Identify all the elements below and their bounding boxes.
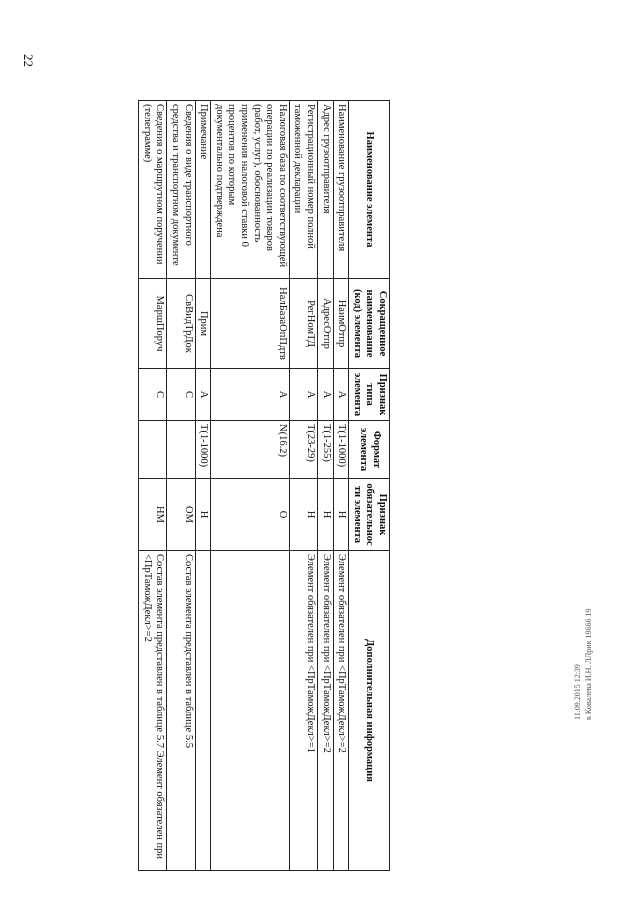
cell-info: Состав элемента представлен в таблице 5.7 Элемент обязателен при <ПрТаможДекл>=2 — [139, 551, 167, 871]
table-row — [167, 101, 195, 871]
cell-info — [211, 551, 290, 871]
cell-required: Н — [333, 479, 349, 551]
signature-stamp — [572, 609, 594, 720]
header-format: Формат элемента — [349, 421, 390, 479]
stamp-signer: к Ковалева И.Н. ЛЛрик 19666 19 — [584, 608, 594, 720]
cell-code: РегНомТД — [289, 279, 317, 369]
cell-name: Примечание — [195, 101, 211, 279]
header-type: Признак типа элемента — [349, 369, 390, 421]
table-row — [139, 101, 167, 871]
cell-name: Наименование грузоотправителя — [333, 101, 349, 279]
cell-format: T(23-29) — [289, 421, 317, 479]
cell-type: А — [211, 369, 290, 421]
cell-info — [195, 551, 211, 871]
elements-table — [138, 100, 390, 871]
cell-info: Элемент обязателен при <ПрТаможДекл>=2 — [318, 551, 334, 871]
cell-code: СвВидТрДок — [167, 279, 195, 369]
cell-required: Н — [318, 479, 334, 551]
cell-format — [139, 421, 167, 479]
cell-required: Н — [289, 479, 317, 551]
table-wrapper — [124, 100, 390, 870]
cell-code: АдресОтпр — [318, 279, 334, 369]
cell-code: МаршПоруч — [139, 279, 167, 369]
cell-name: Адрес грузоотправителя — [318, 101, 334, 279]
cell-type: А — [333, 369, 349, 421]
cell-name: Сведения о маршрутном поручении (телеграмме) — [139, 101, 167, 279]
cell-format: T(1-1000) — [195, 421, 211, 479]
cell-format: N(16.2) — [211, 421, 290, 479]
cell-name: Регистрационный номер полной таможенной декларации — [289, 101, 317, 279]
cell-info: Элемент обязателен при <ПрТаможДекл>=1 — [289, 551, 317, 871]
cell-required: НМ — [139, 479, 167, 551]
cell-name: Сведения о виде транспортного средства и транспортном документе — [167, 101, 195, 279]
cell-info: Состав элемента представлен в таблице 5.5 — [167, 551, 195, 871]
table-row — [195, 101, 211, 871]
cell-format — [167, 421, 195, 479]
cell-code: НаимОтпр — [333, 279, 349, 369]
header-name: Наименование элемента — [349, 101, 390, 279]
header-required: Признак обязательности элемента — [349, 479, 390, 551]
cell-format: T(1-255) — [318, 421, 334, 479]
page-number: 22 — [21, 54, 36, 67]
cell-required: О — [211, 479, 290, 551]
header-code: Сокращенное наименование (код) элемента — [349, 279, 390, 369]
cell-format: T(1-1000) — [333, 421, 349, 479]
cell-type: А — [318, 369, 334, 421]
table-row — [211, 101, 290, 871]
cell-info: Элемент обязателен при <ПрТаможДекл>=2 — [333, 551, 349, 871]
stamp-date: 11.09.2015 12:39 — [573, 664, 582, 720]
cell-required: ОМ — [167, 479, 195, 551]
table-row — [318, 101, 334, 871]
cell-type: А — [289, 369, 317, 421]
cell-name: Налоговая база по соответствующей операции по реализации товаров (работ, услуг), обоснованность применения налоговой ставки 0 процентов по которым документально подтверждена — [211, 101, 290, 279]
header-info: Дополнительная информация — [349, 551, 390, 871]
cell-required: Н — [195, 479, 211, 551]
table-header-row — [349, 101, 390, 871]
cell-type: С — [167, 369, 195, 421]
cell-code: Прим — [195, 279, 211, 369]
table-row — [333, 101, 349, 871]
table-row — [289, 101, 317, 871]
cell-type: С — [139, 369, 167, 421]
cell-code: НалБазаОпПдтв — [211, 279, 290, 369]
cell-type: А — [195, 369, 211, 421]
